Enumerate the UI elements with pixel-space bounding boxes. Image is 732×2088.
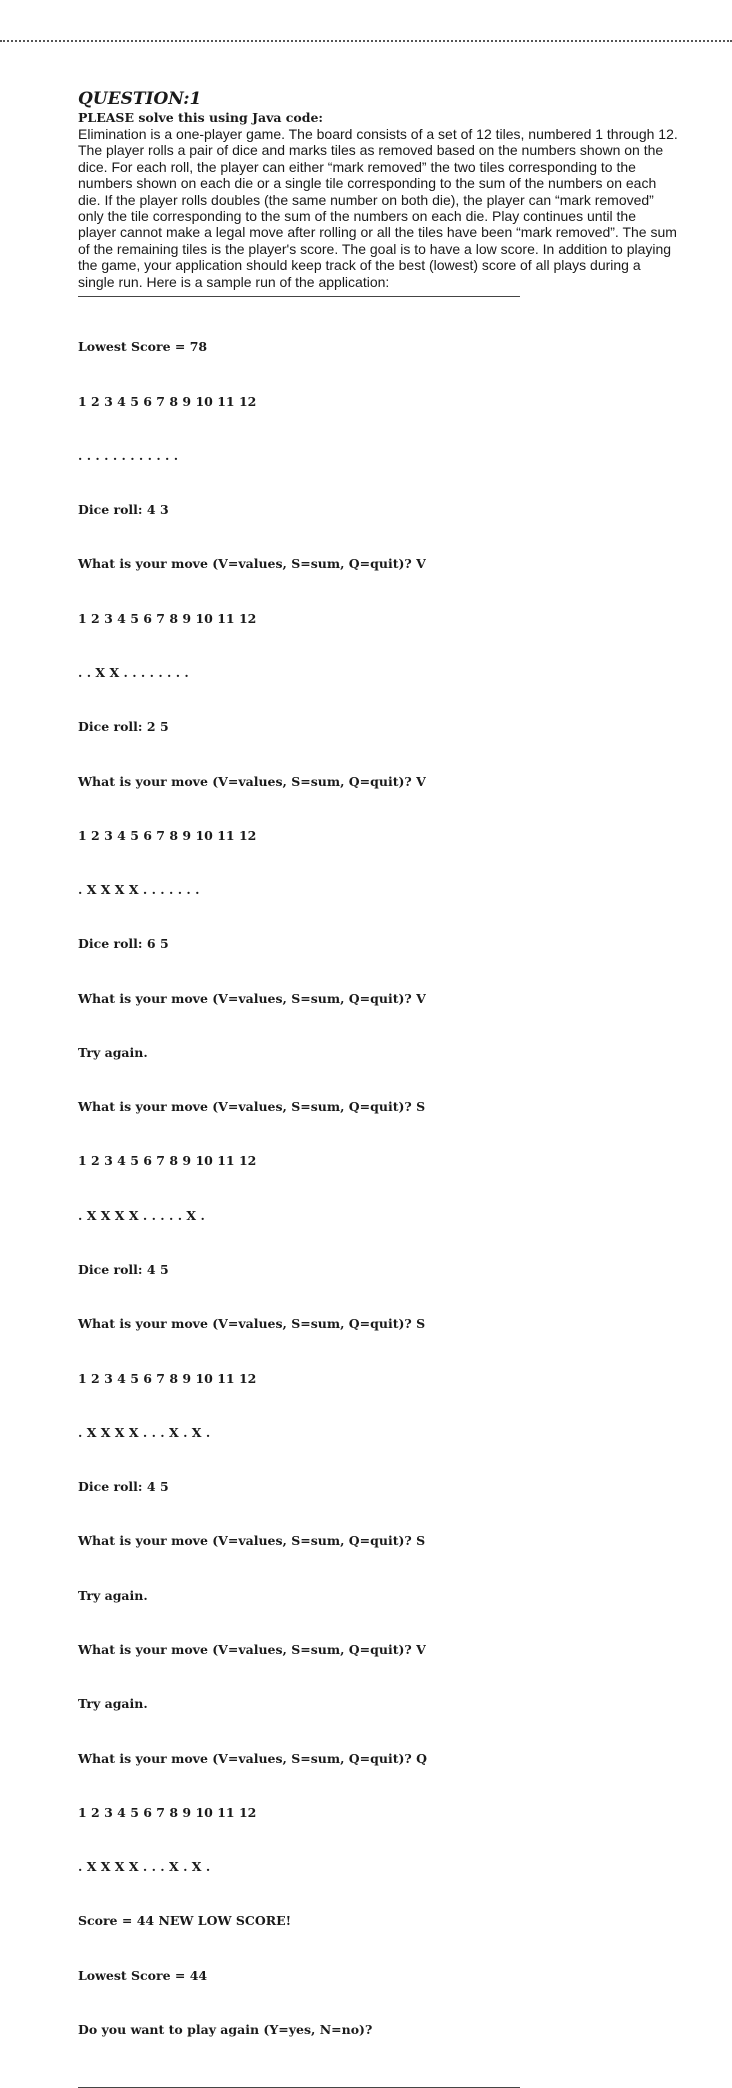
transcript-line: What is your move (V=values, S=sum, Q=quit)? V bbox=[78, 773, 426, 789]
sample-run-top-divider bbox=[78, 296, 520, 297]
transcript-line: Dice roll: 6 5 bbox=[78, 936, 169, 952]
transcript-line: Dice roll: 4 3 bbox=[78, 502, 169, 518]
page-top-dotted-divider bbox=[0, 40, 732, 42]
transcript-line: What is your move (V=values, S=sum, Q=quit)? S bbox=[78, 1316, 426, 1332]
transcript-line: Try again. bbox=[78, 1044, 148, 1060]
transcript-line: Score = 44 NEW LOW SCORE! bbox=[78, 1913, 292, 1929]
transcript-line: Do you want to play again (Y=yes, N=no)? bbox=[78, 2021, 373, 2037]
question-body: Elimination is a one-player game. The board consists of a set of 12 tiles, numbered 1 through 12. The player rolls a pair of dice and marks tiles as removed based on the numbers shown on the dice. For each roll, the player can either “mark removed” the two tiles corresponding to the numbers shown on each die or a single tile corresponding to the sum of the numbers on each die. If the player rolls doubles (the same number on both die), the player can “mark removed” only the tile corresponding to the sum of the numbers on each die. Play continues until the player cannot make a legal move after rolling or all the tiles have been “mark removed”. The sum of the remaining tiles is the player's score. The goal is to have a low score. In addition to playing the game, your application should keep track of the best (lowest) score of all plays during a single run. Here is a sample run of the application: bbox=[78, 126, 678, 290]
transcript-line: 1 2 3 4 5 6 7 8 9 10 11 12 bbox=[78, 1153, 257, 1169]
transcript-line: 1 2 3 4 5 6 7 8 9 10 11 12 bbox=[78, 827, 257, 843]
transcript-line: . . X X . . . . . . . . bbox=[78, 664, 189, 680]
question-subtitle: PLEASE solve this using Java code: bbox=[78, 110, 324, 125]
transcript-line: . X X X X . . . . . . . bbox=[78, 882, 200, 898]
transcript-line: Dice roll: 4 5 bbox=[78, 1479, 169, 1495]
transcript-line: . X X X X . . . . . X . bbox=[78, 1207, 205, 1223]
question-block bbox=[78, 88, 678, 2088]
transcript-line: 1 2 3 4 5 6 7 8 9 10 11 12 bbox=[78, 1804, 257, 1820]
transcript-line: What is your move (V=values, S=sum, Q=quit)? V bbox=[78, 1642, 426, 1657]
transcript-line: . . . . . . . . . . . . bbox=[78, 447, 179, 463]
transcript-line: Try again. bbox=[78, 1696, 148, 1712]
transcript-line: Lowest Score = 78 bbox=[78, 339, 208, 355]
transcript-line: . X X X X . . . X . X . bbox=[78, 1859, 211, 1875]
transcript-line: 1 2 3 4 5 6 7 8 9 10 11 12 bbox=[78, 610, 257, 626]
transcript-line: Lowest Score = 44 bbox=[78, 1967, 208, 1983]
transcript-line: What is your move (V=values, S=sum, Q=quit)? V bbox=[78, 556, 426, 572]
transcript-line: What is your move (V=values, S=sum, Q=quit)? S bbox=[78, 1099, 426, 1115]
transcript-line: What is your move (V=values, S=sum, Q=quit)? Q bbox=[78, 1750, 427, 1766]
transcript-line: 1 2 3 4 5 6 7 8 9 10 11 12 bbox=[78, 393, 257, 409]
sample-run-transcript bbox=[78, 302, 678, 2075]
question-title: QUESTION:1 bbox=[78, 89, 202, 109]
transcript-line: Try again. bbox=[78, 1587, 148, 1603]
transcript-line: 1 2 3 4 5 6 7 8 9 10 11 12 bbox=[78, 1370, 257, 1386]
transcript-line: What is your move (V=values, S=sum, Q=quit)? V bbox=[78, 990, 426, 1006]
transcript-line: What is your move (V=values, S=sum, Q=quit)? S bbox=[78, 1533, 426, 1549]
transcript-line: Dice roll: 4 5 bbox=[78, 1262, 169, 1278]
transcript-line: Dice roll: 2 5 bbox=[78, 719, 169, 735]
transcript-line: . X X X X . . . X . X . bbox=[78, 1424, 211, 1440]
